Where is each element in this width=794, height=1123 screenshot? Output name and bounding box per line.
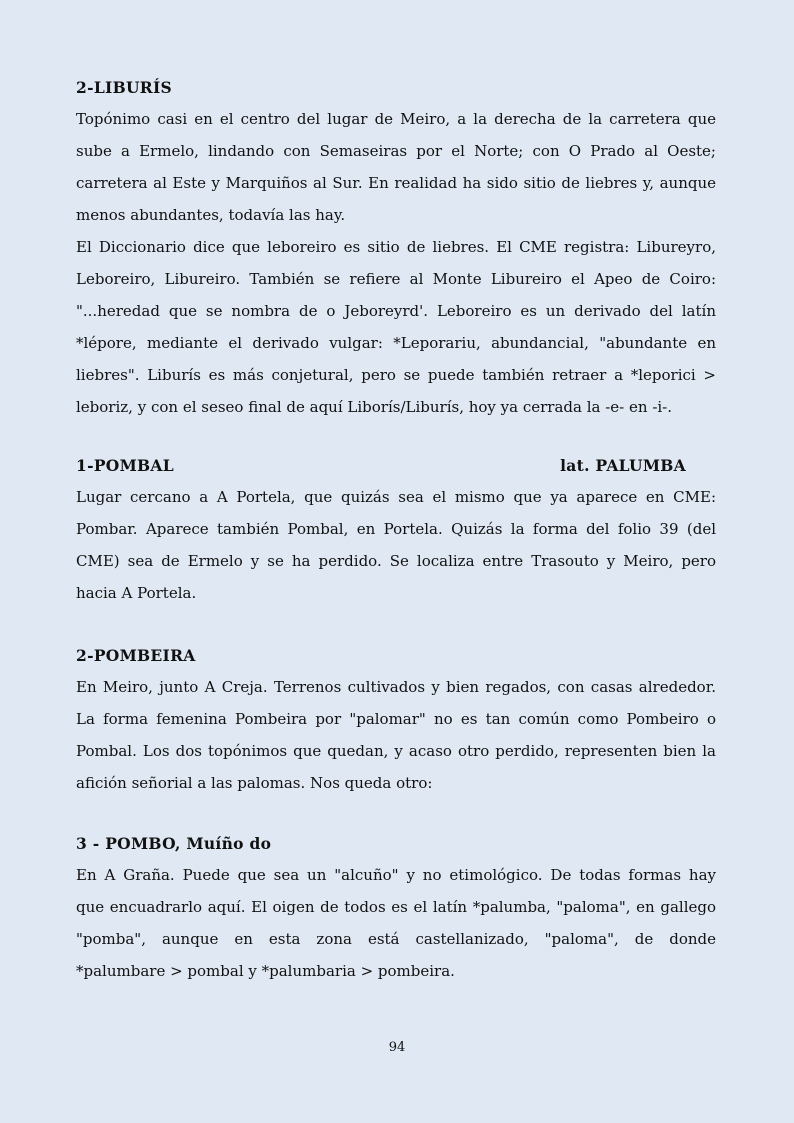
text-line: Leboreiro, Libureiro. También se refiere al Monte Libureiro el Apeo de Coiro: [76, 270, 716, 288]
text-line: hacia A Portela. [76, 584, 197, 602]
section-body [76, 859, 716, 987]
section-pombo [76, 833, 716, 987]
page-number: 94 [388, 1040, 406, 1055]
text-line: leboriz, y con el seseo final de aquí Liborís/Liburís, hoy ya cerrada la -e- en -i-. [76, 398, 673, 416]
text-line: afición señorial a las palomas. Nos queda otro: [76, 774, 433, 792]
section-pombal [76, 455, 716, 609]
text-line: Lugar cercano a A Portela, que quizás sea el mismo que ya aparece en CME: [76, 488, 716, 506]
section-heading: 2-LIBURÍS [76, 78, 173, 97]
section-pombeira [76, 645, 716, 799]
section-heading: 1-POMBAL [76, 456, 174, 475]
text-line: *palumbare > pombal y *palumbaria > pombeira. [76, 962, 455, 980]
text-line: carretera al Este y Marquiños al Sur. En realidad ha sido sitio de liebres y, aunque [76, 174, 716, 192]
section-body [76, 103, 716, 423]
section-heading: 3 - POMBO, Muíño do [76, 834, 272, 853]
section-body [76, 671, 716, 799]
text-line: "...heredad que se nombra de o Jeboreyrd'. Leboreiro es un derivado del latín [76, 302, 716, 320]
text-line: La forma femenina Pombeira por "palomar" no es tan común como Pombeiro o [76, 710, 716, 728]
text-line: sube a Ermelo, lindando con Semaseiras por el Norte; con O Prado al Oeste; [76, 142, 716, 160]
text-line: En A Graña. Puede que sea un "alcuño" y no etimológico. De todas formas hay [76, 866, 716, 884]
text-line: Pombal. Los dos topónimos que quedan, y acaso otro perdido, representen bien la [76, 742, 716, 760]
section-heading-row [76, 455, 686, 477]
text-line: En Meiro, junto A Creja. Terrenos cultivados y bien regados, con casas alrededor. [76, 678, 716, 696]
text-line: CME) sea de Ermelo y se ha perdido. Se localiza entre Trasouto y Meiro, pero [76, 552, 716, 570]
section-etymology: lat. PALUMBA [560, 456, 686, 475]
text-line: menos abundantes, todavía las hay. [76, 206, 346, 224]
text-line: que encuadrarlo aquí. El oigen de todos es el latín *palumba, "paloma", en gallego [76, 898, 716, 916]
section-heading: 2-POMBEIRA [76, 646, 196, 665]
text-line: El Diccionario dice que leboreiro es sitio de liebres. El CME registra: Libureyro, [76, 238, 716, 256]
section-liburis [76, 77, 716, 423]
text-line: *lépore, mediante el derivado vulgar: *Leporariu, abundancial, "abundante en [76, 334, 716, 352]
section-body [76, 481, 716, 609]
text-line: liebres". Liburís es más conjetural, pero se puede también retraer a *leporici > [76, 366, 716, 384]
text-line: Pombar. Aparece también Pombal, en Portela. Quizás la forma del folio 39 (del [76, 520, 716, 538]
text-line: Topónimo casi en el centro del lugar de Meiro, a la derecha de la carretera que [76, 110, 716, 128]
text-line: "pomba", aunque en esta zona está castellanizado, "paloma", de donde [76, 930, 716, 948]
